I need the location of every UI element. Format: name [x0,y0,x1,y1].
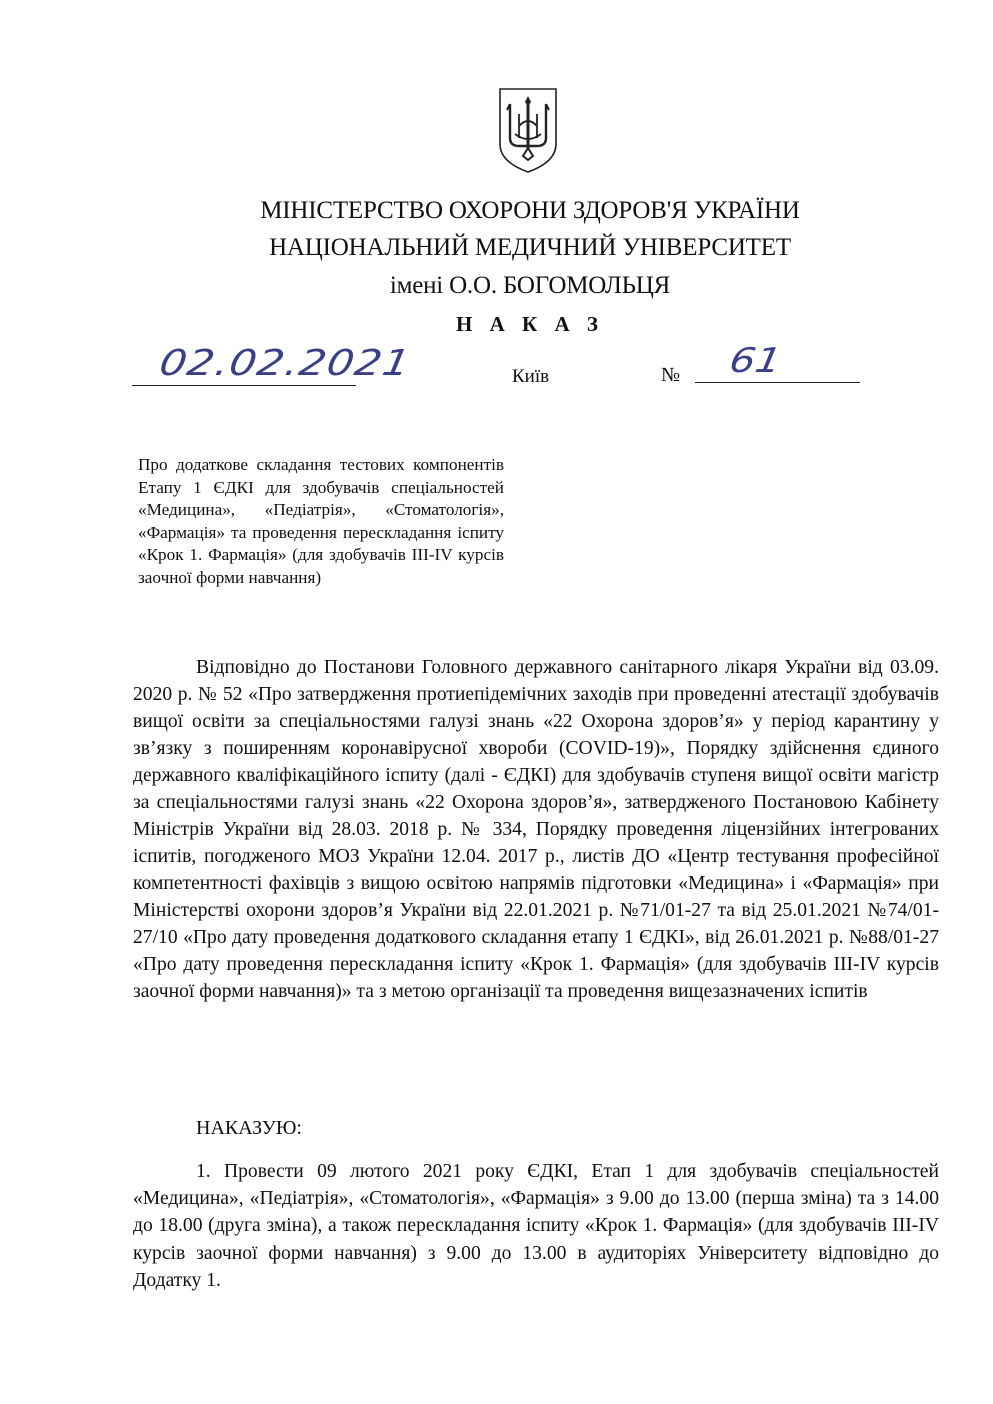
date-underline [132,385,356,386]
handwritten-number: 61 [726,341,785,381]
university-name: НАЦІОНАЛЬНИЙ МЕДИЧНИЙ УНІВЕРСИТЕТ [269,234,791,261]
document-type-title: Н А К А З [456,312,604,336]
number-label: № [661,364,681,386]
coat-of-arms-icon [497,86,559,174]
order-subject: Про додаткове складання тестових компонентів Етапу 1 ЄДКІ для здобувачів спеціальностей «Медицина», «Педіатрія», «Стоматологія», «Фармація» та проведення перескладання іспиту «Крок 1. Фармація» (для здобувачів ІІІ-IV курсів заочної форми навчання) [138,455,504,587]
handwritten-date: 02.02.2021 [156,341,415,384]
number-underline [695,382,860,383]
order-word: НАКАЗУЮ: [196,1117,302,1139]
university-named-after: імені О.О. БОГОМОЛЬЦЯ [389,272,671,299]
ministry-name: МІНІСТЕРСТВО ОХОРОНИ ЗДОРОВ'Я УКРАЇНИ [260,197,800,224]
city-label: Київ [512,366,550,387]
order-item-1: 1. Провести 09 лютого 2021 року ЄДКІ, Етап 1 для здобувачів спеціальностей «Медицина», «Педіатрія», «Стоматологія», «Фармація» з 9.00 до 13.00 (перша зміна) та з 14.00 до 18.00 (друга зміна), а також перескладання іспиту «Крок 1. Фармація» (для здобувачів III-IV курсів заочної форми навчання) з 9.00 до 13.00 в аудиторіях Університету відповідно до Додатку 1. [133,1161,939,1291]
preamble-paragraph: Відповідно до Постанови Головного державного санітарного лікаря України від 03.09. 2020 р. № 52 «Про затвердження протиепідемічних заходів при проведенні атестації здобувачів вищої освіти за спеціальностями галузі знань «22 Охорона здоров’я» у період карантину у зв’язку з поширенням коронавірусної хвороби (COVID-19)», Порядку здійснення єдиного державного кваліфікаційного іспиту (далі - ЄДКІ) для здобувачів ступеня вищої освіти магістр за спеціальностями галузі знань «22 Охорона здоров’я», затвердженого Постановою Кабінету Міністрів України від 28.03. 2018 р. № 334, Порядку проведення ліцензійних інтегрованих іспитів, погодженого МОЗ України 12.04. 2017 р., листів ДО «Центр тестування професійної компетентності фахівців з вищою освітою напрямів підготовки «Медицина» і «Фармація» при Міністерстві охорони здоров’я України від 22.01.2021 р. №71/01-27 та від 25.01.2021 №74/01-27/10 «Про дату проведення додаткового складання етапу 1 ЄДКІ», від 26.01.2021 р. №88/01-27 «Про дату проведення перескладання іспиту «Крок 1. Фармація» (для здобувачів III-IV курсів заочної форми навчання)» та з метою організації та проведення вищезазначених іспитів [133,657,939,1002]
